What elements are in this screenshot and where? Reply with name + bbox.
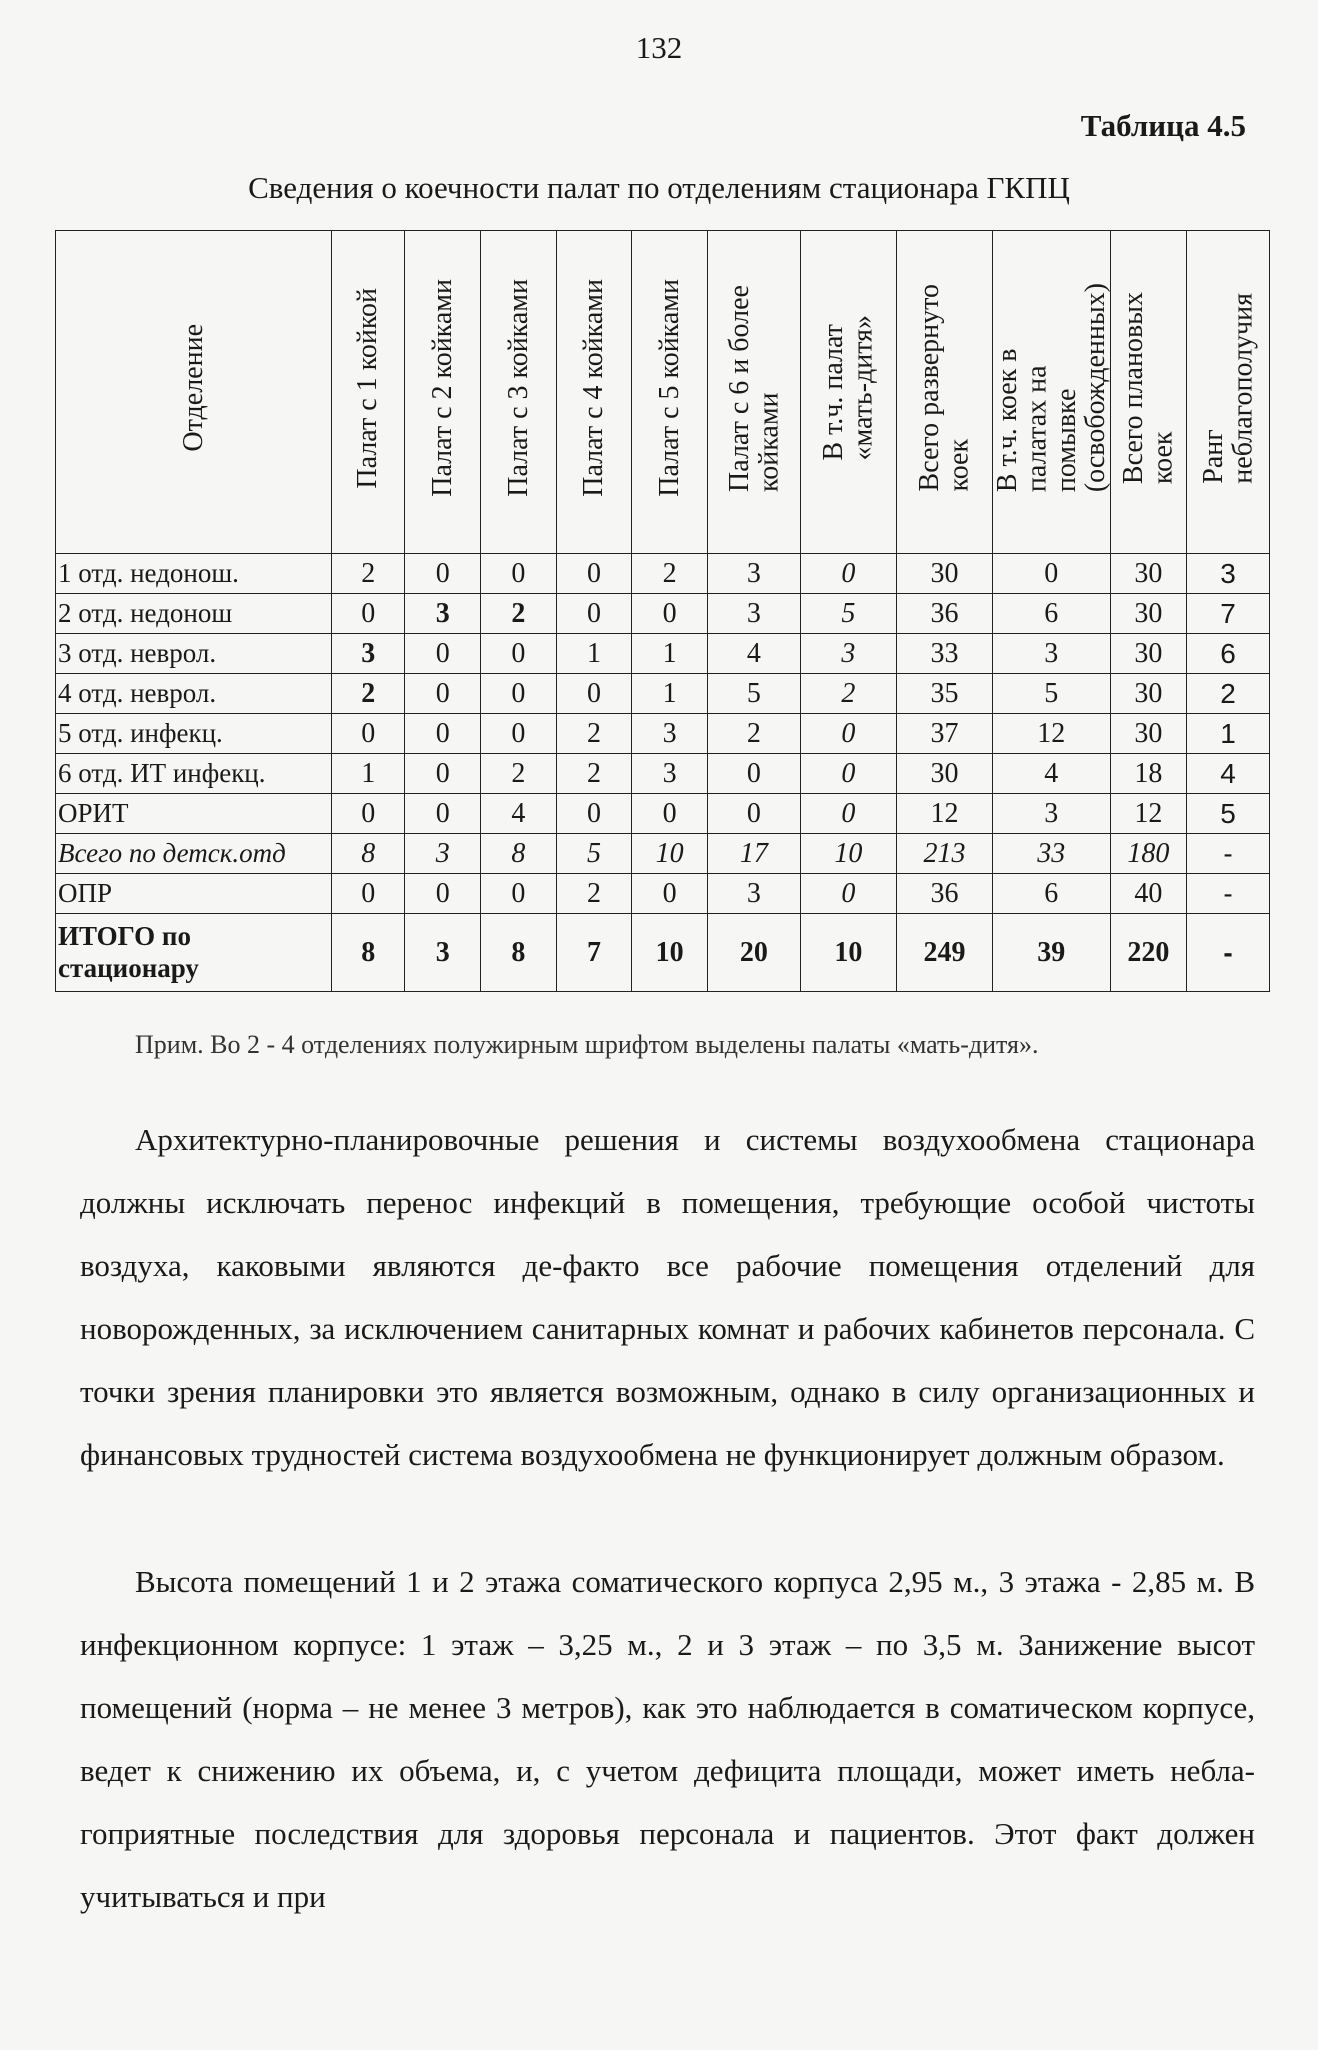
bed-capacity-table bbox=[55, 230, 1270, 992]
table-cell: 6 bbox=[992, 594, 1110, 634]
table-cell: 0 bbox=[481, 714, 557, 754]
rank-cell: - bbox=[1187, 914, 1270, 992]
table-row bbox=[56, 634, 1270, 674]
department-cell: ИТОГО по стационару bbox=[56, 914, 332, 992]
table-cell: 7 bbox=[556, 914, 632, 992]
table-cell: 0 bbox=[800, 714, 896, 754]
table-cell: 1 bbox=[632, 634, 708, 674]
table-cell: 4 bbox=[992, 754, 1110, 794]
table-cell: 0 bbox=[556, 554, 632, 594]
table-cell: 40 bbox=[1110, 874, 1187, 914]
table-row-subtotal bbox=[56, 834, 1270, 874]
rank-cell: 6 bbox=[1187, 634, 1270, 674]
rank-cell: 7 bbox=[1187, 594, 1270, 634]
department-cell: 5 отд. инфекц. bbox=[56, 714, 332, 754]
department-cell: 3 отд. неврол. bbox=[56, 634, 332, 674]
table-cell: 2 bbox=[556, 754, 632, 794]
table-cell: 0 bbox=[481, 634, 557, 674]
table-cell: 0 bbox=[331, 874, 405, 914]
table-cell: 0 bbox=[405, 674, 481, 714]
column-header: Всего развернуто коек bbox=[896, 231, 992, 554]
table-cell: 8 bbox=[481, 834, 557, 874]
table-cell: 10 bbox=[632, 914, 708, 992]
table-row bbox=[56, 554, 1270, 594]
table-cell: 4 bbox=[707, 634, 800, 674]
rank-cell: 2 bbox=[1187, 674, 1270, 714]
table-header-row bbox=[56, 231, 1270, 554]
table-cell: 2 bbox=[481, 754, 557, 794]
table-cell: 30 bbox=[1110, 554, 1187, 594]
column-header: Отделение bbox=[56, 231, 332, 554]
table-cell: 0 bbox=[331, 714, 405, 754]
table-cell: 0 bbox=[800, 794, 896, 834]
table-cell: 2 bbox=[707, 714, 800, 754]
table-cell: 36 bbox=[896, 874, 992, 914]
table-cell: 30 bbox=[896, 754, 992, 794]
rank-cell: 4 bbox=[1187, 754, 1270, 794]
page-number: 132 bbox=[635, 30, 683, 65]
table-cell: 0 bbox=[800, 754, 896, 794]
table-cell: 0 bbox=[405, 634, 481, 674]
table-cell: 3 bbox=[405, 594, 481, 634]
table-cell: 220 bbox=[1110, 914, 1187, 992]
column-header: Палат с 5 койками bbox=[632, 231, 708, 554]
table-cell: 30 bbox=[1110, 674, 1187, 714]
column-header: Палат с 2 койками bbox=[405, 231, 481, 554]
department-cell: 4 отд. неврол. bbox=[56, 674, 332, 714]
table-cell: 10 bbox=[632, 834, 708, 874]
department-cell: ОПР bbox=[56, 874, 332, 914]
table-cell: 12 bbox=[1110, 794, 1187, 834]
table-cell: 0 bbox=[556, 794, 632, 834]
table-cell: 3 bbox=[992, 634, 1110, 674]
table-cell: 12 bbox=[896, 794, 992, 834]
table-cell: 3 bbox=[800, 634, 896, 674]
column-header: Палат с 1 койкой bbox=[331, 231, 405, 554]
table-cell: 0 bbox=[707, 794, 800, 834]
table-cell: 2 bbox=[481, 594, 557, 634]
table-cell: 8 bbox=[481, 914, 557, 992]
table-row bbox=[56, 594, 1270, 634]
table-cell: 0 bbox=[556, 674, 632, 714]
table-cell: 0 bbox=[405, 794, 481, 834]
table-cell: 1 bbox=[632, 674, 708, 714]
column-header: Ранг неблагополучия bbox=[1187, 231, 1270, 554]
table-cell: 0 bbox=[481, 674, 557, 714]
table-cell: 36 bbox=[896, 594, 992, 634]
table-cell: 3 bbox=[632, 714, 708, 754]
table-cell: 0 bbox=[992, 554, 1110, 594]
column-header: Палат с 4 койками bbox=[556, 231, 632, 554]
department-cell: 2 отд. недонош bbox=[56, 594, 332, 634]
table-cell: 3 bbox=[707, 874, 800, 914]
table-row bbox=[56, 874, 1270, 914]
table-cell: 213 bbox=[896, 834, 992, 874]
table-cell: 0 bbox=[405, 714, 481, 754]
table-cell: 33 bbox=[896, 634, 992, 674]
table-note: Прим. Во 2 - 4 отделениях полужирным шрифтом выделены палаты «мать-дитя». bbox=[135, 1030, 1039, 1059]
table-cell: 1 bbox=[556, 634, 632, 674]
table-row-total bbox=[56, 914, 1270, 992]
table-cell: 2 bbox=[800, 674, 896, 714]
rank-cell: 3 bbox=[1187, 554, 1270, 594]
table-cell: 3 bbox=[632, 754, 708, 794]
rank-cell: - bbox=[1187, 874, 1270, 914]
rank-cell: 5 bbox=[1187, 794, 1270, 834]
table-cell: 0 bbox=[331, 794, 405, 834]
paragraph: Архитектурно-планировочные решения и системы воздухообмена стационара должны исключать перенос инфекций в помещения, требующие особой чистоты воздуха, каковыми являются де-факто все рабочие помещения отделений для новорожденных, за исключением санитарных комнат и рабочих кабинетов персонала. С точки зрения планировки это является возможным, однако в силу организационных и финансовых трудностей система воздухообмена не функционирует должным образом. bbox=[80, 1122, 1255, 1472]
rank-cell: 1 bbox=[1187, 714, 1270, 754]
table-cell: 30 bbox=[1110, 594, 1187, 634]
column-header: Палат с 3 койками bbox=[481, 231, 557, 554]
table-cell: 180 bbox=[1110, 834, 1187, 874]
table-row bbox=[56, 794, 1270, 834]
table-cell: 8 bbox=[331, 834, 405, 874]
department-cell: 1 отд. недонош. bbox=[56, 554, 332, 594]
table-cell: 6 bbox=[992, 874, 1110, 914]
table-cell: 20 bbox=[707, 914, 800, 992]
table-cell: 30 bbox=[896, 554, 992, 594]
table-cell: 4 bbox=[481, 794, 557, 834]
table-cell: 0 bbox=[481, 874, 557, 914]
table-cell: 5 bbox=[556, 834, 632, 874]
table-cell: 0 bbox=[800, 874, 896, 914]
table-cell: 12 bbox=[992, 714, 1110, 754]
table-cell: 2 bbox=[331, 674, 405, 714]
table-cell: 30 bbox=[1110, 714, 1187, 754]
table-cell: 39 bbox=[992, 914, 1110, 992]
table-cell: 0 bbox=[331, 594, 405, 634]
table-cell: 5 bbox=[707, 674, 800, 714]
table-cell: 0 bbox=[800, 554, 896, 594]
table-cell: 1 bbox=[331, 754, 405, 794]
department-cell: 6 отд. ИТ инфекц. bbox=[56, 754, 332, 794]
table-cell: 2 bbox=[632, 554, 708, 594]
table-cell: 249 bbox=[896, 914, 992, 992]
table-cell: 17 bbox=[707, 834, 800, 874]
table-cell: 30 bbox=[1110, 634, 1187, 674]
table-cell: 8 bbox=[331, 914, 405, 992]
department-cell: Всего по детск.отд bbox=[56, 834, 332, 874]
table-cell: 2 bbox=[556, 714, 632, 754]
column-header: В т.ч. коек в палатах на помывке (освобожденных) bbox=[992, 231, 1110, 554]
table-row bbox=[56, 674, 1270, 714]
table-cell: 10 bbox=[800, 834, 896, 874]
table-label: Таблица 4.5 bbox=[1080, 108, 1246, 143]
table-cell: 5 bbox=[992, 674, 1110, 714]
table-cell: 0 bbox=[405, 874, 481, 914]
table-cell: 0 bbox=[632, 594, 708, 634]
table-cell: 3 bbox=[331, 634, 405, 674]
table-cell: 33 bbox=[992, 834, 1110, 874]
table-cell: 0 bbox=[556, 594, 632, 634]
table-cell: 37 bbox=[896, 714, 992, 754]
column-header: В т.ч. палат «мать-дитя» bbox=[800, 231, 896, 554]
table-cell: 0 bbox=[707, 754, 800, 794]
table-cell: 0 bbox=[405, 754, 481, 794]
table-cell: 2 bbox=[556, 874, 632, 914]
table-cell: 3 bbox=[405, 834, 481, 874]
table-cell: 0 bbox=[632, 794, 708, 834]
paragraph: Высота помещений 1 и 2 этажа соматического корпуса 2,95 м., 3 этажа - 2,85 м. В инфекционном корпусе: 1 этаж – 3,25 м., 2 и 3 этаж – по 3,5 м. Занижение высот помещений (норма – не менее 3 метров), как это наблюдается в соматическом корпусе, ведет к снижению их объема, и, с учетом дефицита площади, может иметь небла-гоприятные последствия для здоровья персонала и пациентов. Этот факт должен учитываться и при bbox=[80, 1564, 1255, 1914]
table-cell: 10 bbox=[800, 914, 896, 992]
table-cell: 35 bbox=[896, 674, 992, 714]
table-cell: 0 bbox=[481, 554, 557, 594]
column-header: Палат с 6 и более койками bbox=[707, 231, 800, 554]
table-cell: 0 bbox=[405, 554, 481, 594]
table-row bbox=[56, 714, 1270, 754]
rank-cell: - bbox=[1187, 834, 1270, 874]
table-cell: 0 bbox=[632, 874, 708, 914]
department-cell: ОРИТ bbox=[56, 794, 332, 834]
table-cell: 3 bbox=[405, 914, 481, 992]
table-cell: 18 bbox=[1110, 754, 1187, 794]
table-cell: 3 bbox=[707, 554, 800, 594]
table-cell: 3 bbox=[707, 594, 800, 634]
table-cell: 2 bbox=[331, 554, 405, 594]
table-title: Сведения о коечности палат по отделениям стационара ГКПЦ bbox=[248, 170, 1070, 205]
table-cell: 5 bbox=[800, 594, 896, 634]
table-cell: 3 bbox=[992, 794, 1110, 834]
column-header: Всего плановых коек bbox=[1110, 231, 1187, 554]
table-row bbox=[56, 754, 1270, 794]
